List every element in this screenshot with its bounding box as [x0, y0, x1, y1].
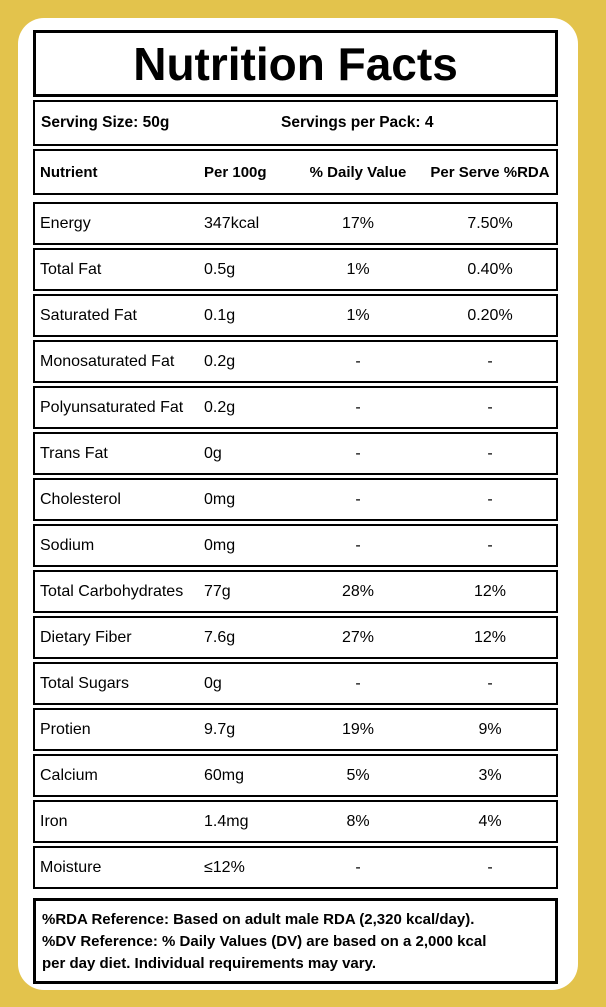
- cell-nutrient: Polyunsaturated Fat: [40, 398, 184, 416]
- cell-per-serve-rda: 3%: [478, 766, 502, 784]
- cell-nutrient: Moisture: [40, 858, 102, 876]
- cell-nutrient: Total Sugars: [40, 674, 129, 692]
- table-body: [33, 202, 558, 889]
- cell-nutrient: Energy: [40, 214, 91, 232]
- table-row: [33, 846, 558, 889]
- cell-nutrient: Calcium: [40, 766, 98, 784]
- table-row: [33, 800, 558, 843]
- cell-daily-value: 5%: [346, 766, 370, 784]
- cell-daily-value: 28%: [341, 582, 375, 600]
- table-row: [33, 708, 558, 751]
- table-row: [33, 662, 558, 705]
- cell-daily-value: 1%: [346, 306, 370, 324]
- cell-per-serve-rda: -: [487, 536, 493, 554]
- cell-daily-value: -: [355, 352, 361, 370]
- column-header-daily-value: % Daily Value: [309, 163, 407, 181]
- cell-per-100g: 0mg: [204, 490, 236, 508]
- table-row: [33, 754, 558, 797]
- table-row: [33, 202, 558, 245]
- cell-nutrient: Total Carbohydrates: [40, 582, 184, 600]
- cell-per-serve-rda: 4%: [478, 812, 502, 830]
- cell-per-100g: 0.2g: [204, 398, 236, 416]
- cell-daily-value: 19%: [341, 720, 375, 738]
- page-title: Nutrition Facts: [133, 37, 458, 90]
- cell-per-100g: 0mg: [204, 536, 236, 554]
- cell-daily-value: 17%: [341, 214, 375, 232]
- cell-per-serve-rda: -: [487, 858, 493, 876]
- cell-per-100g: 77g: [204, 582, 231, 600]
- cell-daily-value: -: [355, 444, 361, 462]
- column-header-per-serve-rda: Per Serve %RDA: [430, 163, 550, 181]
- cell-nutrient: Sodium: [40, 536, 95, 554]
- cell-nutrient: Protien: [40, 720, 91, 738]
- cell-nutrient: Total Fat: [40, 260, 102, 278]
- cell-per-serve-rda: 9%: [478, 720, 502, 738]
- serving-info-box: [33, 100, 558, 146]
- cell-daily-value: 27%: [341, 628, 375, 646]
- cell-per-serve-rda: 7.50%: [467, 214, 513, 232]
- cell-nutrient: Cholesterol: [40, 490, 121, 508]
- table-row: [33, 294, 558, 337]
- footnote-line: per day diet. Individual requirements may vary.: [42, 955, 377, 972]
- cell-per-serve-rda: -: [487, 352, 493, 370]
- table-row: [33, 478, 558, 521]
- cell-daily-value: -: [355, 490, 361, 508]
- cell-per-100g: 1.4mg: [204, 812, 249, 830]
- cell-per-100g: 0.5g: [204, 260, 236, 278]
- column-header-per-100g: Per 100g: [204, 163, 267, 181]
- table-row: [33, 386, 558, 429]
- cell-per-100g: 60mg: [204, 766, 245, 784]
- cell-daily-value: -: [355, 398, 361, 416]
- cell-nutrient: Saturated Fat: [40, 306, 137, 324]
- serving-size-label: Serving Size: 50g: [41, 114, 170, 131]
- cell-per-serve-rda: 12%: [473, 582, 507, 600]
- cell-nutrient: Dietary Fiber: [40, 628, 132, 646]
- cell-nutrient: Trans Fat: [40, 444, 108, 462]
- cell-per-serve-rda: -: [487, 444, 493, 462]
- nutrition-label-panel: [18, 18, 578, 990]
- cell-daily-value: -: [355, 674, 361, 692]
- footnote-line: %RDA Reference: Based on adult male RDA (2,320 kcal/day).: [42, 911, 475, 928]
- footnote-line: %DV Reference: % Daily Values (DV) are based on a 2,000 kcal: [42, 933, 487, 950]
- cell-per-100g: 0g: [204, 444, 222, 462]
- cell-per-100g: 7.6g: [204, 628, 236, 646]
- cell-daily-value: -: [355, 858, 361, 876]
- cell-per-serve-rda: -: [487, 674, 493, 692]
- table-row: [33, 340, 558, 383]
- cell-per-serve-rda: 0.20%: [467, 306, 513, 324]
- cell-daily-value: -: [355, 536, 361, 554]
- cell-per-100g: 0.2g: [204, 352, 236, 370]
- cell-per-100g: 0.1g: [204, 306, 236, 324]
- table-row: [33, 570, 558, 613]
- title-box: [33, 30, 558, 97]
- cell-daily-value: 1%: [346, 260, 370, 278]
- table-row: [33, 248, 558, 291]
- table-row: [33, 524, 558, 567]
- column-header-nutrient: Nutrient: [40, 163, 98, 181]
- footnote-box: [33, 898, 558, 984]
- cell-per-serve-rda: -: [487, 490, 493, 508]
- cell-daily-value: 8%: [346, 812, 370, 830]
- table-header-row: [33, 149, 558, 195]
- table-row: [33, 616, 558, 659]
- cell-per-100g: ≤12%: [204, 858, 245, 876]
- cell-per-100g: 9.7g: [204, 720, 236, 738]
- cell-nutrient: Monosaturated Fat: [40, 352, 175, 370]
- cell-per-serve-rda: -: [487, 398, 493, 416]
- cell-per-serve-rda: 12%: [473, 628, 507, 646]
- servings-per-pack-label: Servings per Pack: 4: [281, 114, 434, 131]
- cell-per-100g: 347kcal: [204, 214, 260, 232]
- cell-per-100g: 0g: [204, 674, 222, 692]
- cell-per-serve-rda: 0.40%: [467, 260, 513, 278]
- cell-nutrient: Iron: [40, 812, 68, 830]
- table-row: [33, 432, 558, 475]
